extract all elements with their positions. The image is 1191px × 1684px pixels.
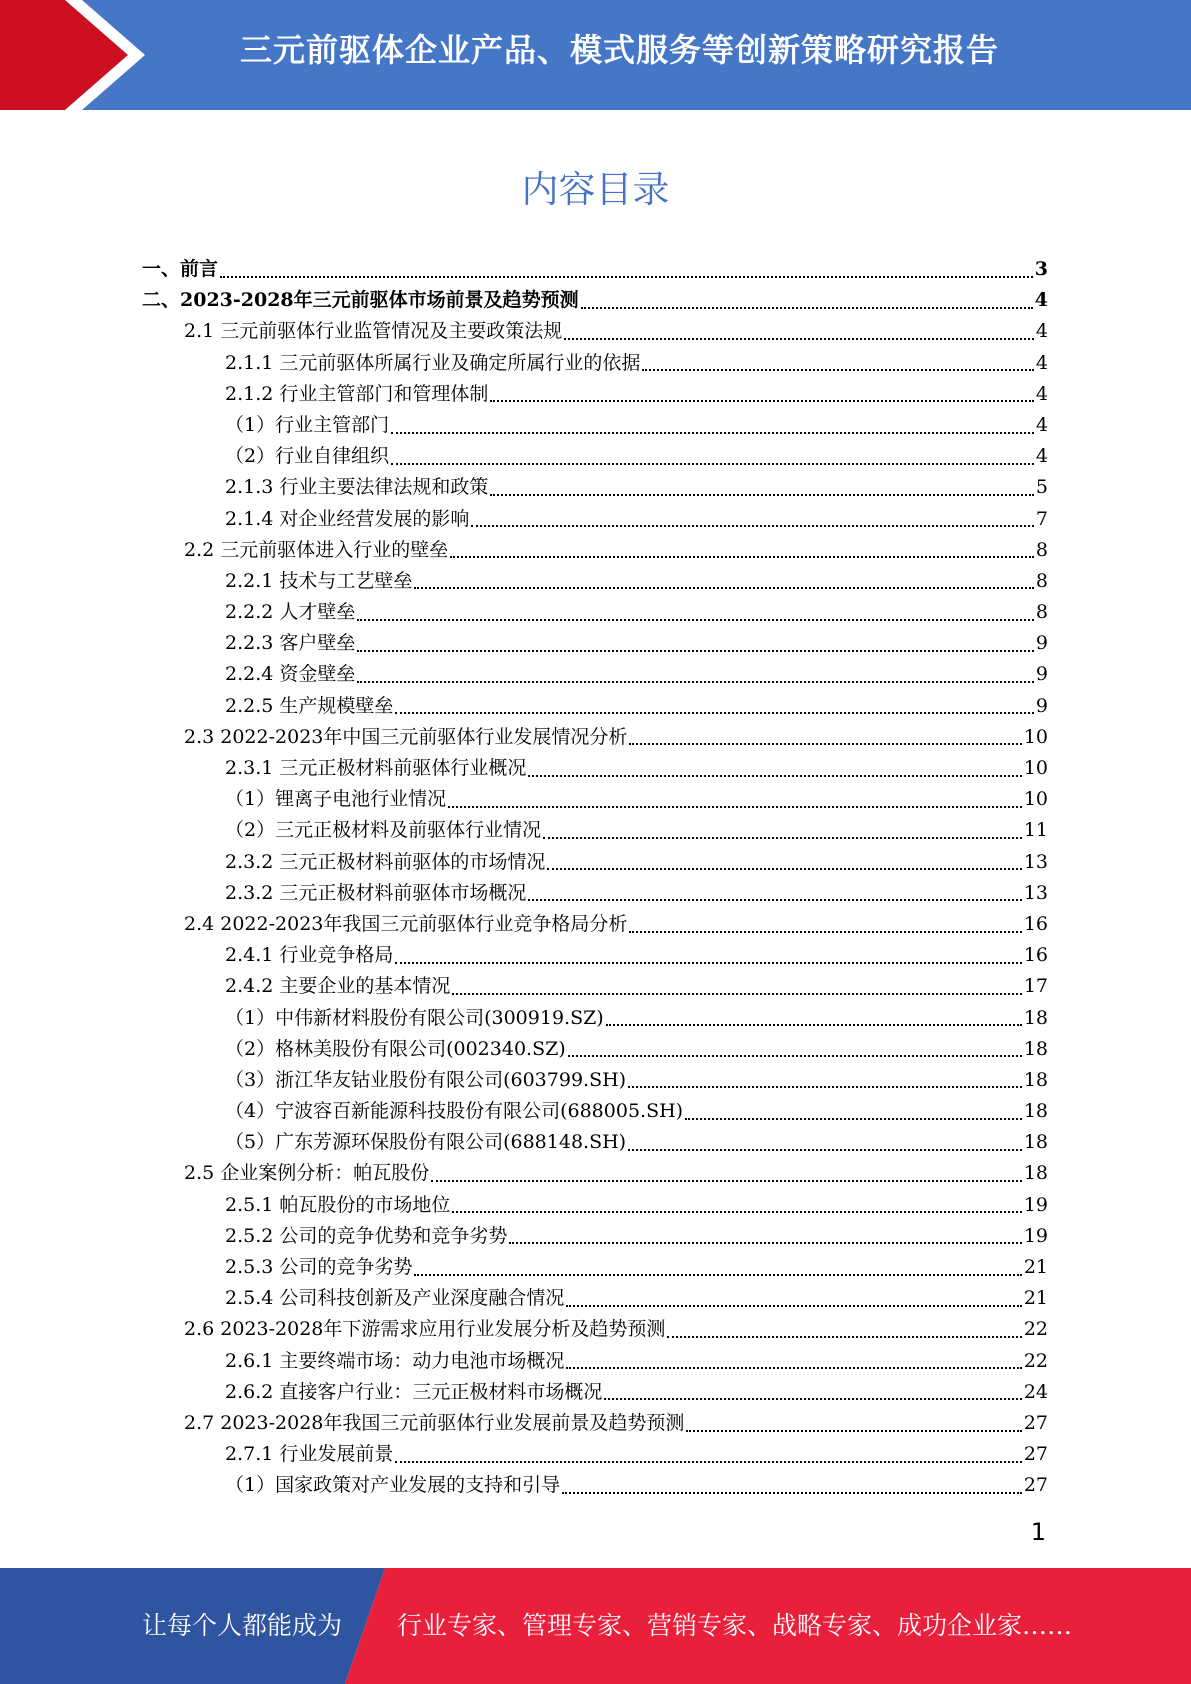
toc-entry-label: 2.4 2022-2023年我国三元前驱体行业竞争格局分析: [184, 912, 628, 935]
toc-dot-leader: [528, 899, 1021, 901]
toc-entry-label: 2.2.4 资金壁垒: [225, 663, 356, 686]
toc-dot-leader: [357, 681, 1034, 683]
toc-entry-page: 18: [1023, 1068, 1048, 1091]
toc-dot-leader: [629, 743, 1021, 745]
report-title: 三元前驱体企业产品、模式服务等创新策略研究报告: [240, 31, 1000, 69]
toc-entry-page: 21: [1023, 1256, 1048, 1278]
toc-entry-page: 13: [1023, 881, 1048, 904]
toc-entry[interactable]: [142, 472, 1048, 503]
toc-entry-label: 2.5.3 公司的竞争劣势: [225, 1256, 413, 1278]
toc-entry[interactable]: [142, 1034, 1048, 1065]
toc-entry[interactable]: [142, 1065, 1048, 1096]
toc-entry[interactable]: [142, 535, 1048, 566]
toc-entry-page: 4: [1035, 445, 1048, 468]
toc-dot-leader: [685, 1118, 1022, 1120]
toc-entry[interactable]: [142, 1439, 1048, 1470]
toc-dot-leader: [642, 369, 1034, 371]
toc-entry-page: 18: [1023, 1100, 1048, 1123]
toc-entry-page: 27: [1023, 1474, 1048, 1497]
toc-entry-page: 22: [1023, 1349, 1048, 1372]
toc-entry-label: 2.2.3 客户壁垒: [225, 632, 356, 655]
toc-entry-page: 10: [1023, 725, 1048, 748]
toc-entry-page: 22: [1023, 1318, 1048, 1341]
toc-entry[interactable]: [142, 691, 1048, 722]
toc-entry-page: 18: [1023, 1162, 1048, 1185]
toc-entry-label: （1）中伟新材料股份有限公司(300919.SZ): [225, 1006, 604, 1029]
toc-entry-label: 2.5.1 帕瓦股份的市场地位: [225, 1193, 451, 1216]
toc-entry-page: 4: [1035, 382, 1048, 405]
toc-dot-leader: [357, 650, 1034, 652]
header-arrow-decoration: [0, 0, 160, 110]
toc-entry[interactable]: [142, 1377, 1048, 1408]
toc-entry[interactable]: [142, 971, 1048, 1002]
toc-entry-label: 2.4.2 主要企业的基本情况: [225, 975, 451, 998]
toc-entry-page: 4: [1035, 320, 1048, 343]
toc-dot-leader: [395, 712, 1034, 714]
toc-entry[interactable]: [142, 566, 1048, 597]
toc-entry-label: 2.2.2 人才壁垒: [225, 601, 356, 624]
toc-entry-label: （3）浙江华友钴业股份有限公司(603799.SH): [225, 1068, 627, 1091]
toc-entry[interactable]: [142, 504, 1048, 535]
toc-entry-page: 8: [1035, 538, 1048, 561]
toc-entry[interactable]: [142, 348, 1048, 379]
toc-entry-label: 2.2 三元前驱体进入行业的壁垒: [184, 538, 449, 561]
toc-dot-leader: [606, 1024, 1022, 1026]
toc-entry-page: 9: [1035, 663, 1048, 686]
toc-dot-leader: [471, 525, 1034, 527]
toc-entry-page: 27: [1023, 1411, 1048, 1434]
toc-entry-label: 2.1.2 行业主管部门和管理体制: [225, 382, 489, 405]
toc-entry-page: 10: [1023, 757, 1048, 779]
toc-entry[interactable]: [142, 1346, 1048, 1377]
toc-entry[interactable]: [142, 1127, 1048, 1158]
toc-dot-leader: [566, 1305, 1021, 1307]
toc-entry-label: 2.1.1 三元前驱体所属行业及确定所属行业的依据: [225, 351, 641, 374]
toc-entry-page: 9: [1035, 632, 1048, 655]
toc-entry-label: （5）广东芳源环保股份有限公司(688148.SH): [225, 1131, 627, 1154]
toc-dot-leader: [568, 1055, 1022, 1057]
toc-dot-leader: [547, 868, 1021, 870]
toc-entry-label: 2.3.2 三元正极材料前驱体市场概况: [225, 881, 527, 904]
toc-entry-page: 4: [1035, 351, 1048, 374]
toc-dot-leader: [566, 1367, 1021, 1369]
toc-entry[interactable]: [142, 878, 1048, 909]
toc-entry[interactable]: [142, 1221, 1048, 1252]
toc-dot-leader: [564, 338, 1034, 340]
toc-entry-page: 16: [1023, 912, 1048, 935]
toc-entry-label: 2.7 2023-2028年我国三元前驱体行业发展前景及趋势预测: [184, 1411, 685, 1434]
footer-banner: [0, 1568, 1191, 1684]
toc-entry-page: 19: [1023, 1224, 1048, 1247]
toc-entry-label: （2）行业自律组织: [225, 445, 390, 468]
toc-entry-label: 2.5 企业案例分析：帕瓦股份: [184, 1162, 430, 1185]
toc-entry-page: 9: [1035, 694, 1048, 717]
toc-dot-leader: [629, 931, 1021, 933]
toc-entry-label: 2.6 2023-2028年下游需求应用行业发展分析及趋势预测: [184, 1318, 666, 1341]
toc-entry-label: 一、前言: [142, 258, 219, 280]
toc-entry[interactable]: [142, 379, 1048, 410]
toc-dot-leader: [490, 400, 1034, 402]
toc-entry[interactable]: [142, 597, 1048, 628]
toc-entry-page: 4: [1034, 289, 1048, 312]
toc-entry-label: 2.6.2 直接客户行业：三元正极材料市场概况: [225, 1380, 603, 1403]
toc-dot-leader: [667, 1336, 1021, 1338]
toc-dot-leader: [452, 1211, 1021, 1213]
toc-dot-leader: [490, 494, 1034, 496]
toc-dot-leader: [395, 1461, 1021, 1463]
toc-entry-label: （2）三元正极材料及前驱体行业情况: [225, 819, 542, 842]
toc-entry-label: 2.1.3 行业主要法律法规和政策: [225, 476, 489, 499]
toc-entry-page: 18: [1023, 1006, 1048, 1029]
toc-entry-page: 18: [1023, 1131, 1048, 1154]
toc-entry-label: （1）锂离子电池行业情况: [225, 788, 447, 811]
toc-dot-leader: [543, 837, 1022, 839]
toc-entry[interactable]: [142, 1003, 1048, 1034]
toc-entry-label: （1）国家政策对产业发展的支持和引导: [225, 1474, 561, 1497]
toc-entry[interactable]: [142, 784, 1048, 815]
toc-dot-leader: [604, 1398, 1021, 1400]
toc-entry[interactable]: [142, 815, 1048, 846]
toc-entry-page: 19: [1023, 1193, 1048, 1216]
toc-entry[interactable]: [142, 722, 1048, 753]
toc-entry-page: 16: [1023, 944, 1048, 967]
toc-entry-label: （2）格林美股份有限公司(002340.SZ): [225, 1037, 566, 1060]
toc-dot-leader: [395, 962, 1021, 964]
toc-entry-label: （1）行业主管部门: [225, 413, 390, 436]
toc-dot-leader: [448, 806, 1022, 808]
toc-entry-page: 11: [1023, 819, 1048, 842]
header-banner: [0, 0, 1191, 110]
toc-entry-page: 8: [1035, 601, 1048, 624]
toc-entry-label: 2.2.5 生产规模壁垒: [225, 694, 394, 717]
toc-entry[interactable]: [142, 1283, 1048, 1314]
toc-entry[interactable]: [142, 285, 1048, 316]
toc-entry[interactable]: [142, 753, 1048, 784]
toc-entry[interactable]: [142, 410, 1048, 441]
toc-dot-leader: [562, 1492, 1022, 1494]
toc-entry-label: 2.1.4 对企业经营发展的影响: [225, 507, 470, 530]
toc-entry-label: 2.6.1 主要终端市场：动力电池市场概况: [225, 1349, 565, 1372]
toc-entry-label: 2.7.1 行业发展前景: [225, 1443, 394, 1466]
toc-entry-page: 17: [1023, 975, 1048, 998]
toc-entry-page: 8: [1035, 569, 1048, 592]
toc-entry-page: 27: [1023, 1443, 1048, 1466]
toc-entry-page: 13: [1023, 850, 1048, 873]
toc-entry-label: 2.4.1 行业竞争格局: [225, 944, 394, 967]
toc-dot-leader: [357, 619, 1034, 621]
toc-entry-page: 18: [1023, 1037, 1048, 1060]
toc-dot-leader: [581, 307, 1033, 309]
toc-entry[interactable]: [142, 847, 1048, 878]
toc-entry[interactable]: [142, 659, 1048, 690]
toc-entry-label: 2.5.2 公司的竞争优势和竞争劣势: [225, 1224, 508, 1247]
toc-dot-leader: [686, 1430, 1021, 1432]
toc-dot-leader: [431, 1180, 1022, 1182]
toc-entry[interactable]: [142, 1096, 1048, 1127]
footer-slogan-right: 行业专家、管理专家、营销专家、战略专家、成功企业家……: [397, 1611, 1073, 1640]
toc-entry[interactable]: [142, 1252, 1048, 1283]
table-of-contents: [142, 254, 1048, 1502]
toc-entry[interactable]: [142, 628, 1048, 659]
toc-dot-leader: [414, 1274, 1021, 1276]
toc-dot-leader: [391, 432, 1034, 434]
toc-entry[interactable]: [142, 1158, 1048, 1189]
toc-dot-leader: [452, 993, 1021, 995]
toc-dot-leader: [450, 556, 1034, 558]
toc-entry-page: 3: [1034, 258, 1048, 280]
page-number: 1: [1030, 1518, 1046, 1546]
toc-entry-label: 2.2.1 技术与工艺壁垒: [225, 569, 413, 592]
toc-dot-leader: [220, 276, 1033, 278]
toc-heading: 内容目录: [521, 168, 670, 211]
toc-entry-page: 4: [1035, 413, 1048, 436]
toc-dot-leader: [414, 587, 1034, 589]
toc-entry[interactable]: [142, 1314, 1048, 1345]
toc-entry-page: 21: [1023, 1287, 1048, 1310]
toc-entry[interactable]: [142, 1408, 1048, 1439]
toc-entry[interactable]: [142, 1470, 1048, 1501]
toc-entry[interactable]: [142, 441, 1048, 472]
toc-entry-label: （4）宁波容百新能源科技股份有限公司(688005.SH): [225, 1100, 684, 1123]
toc-dot-leader: [628, 1149, 1022, 1151]
toc-entry-label: 2.1 三元前驱体行业监管情况及主要政策法规: [184, 320, 563, 343]
toc-dot-leader: [628, 1086, 1022, 1088]
toc-entry[interactable]: [142, 940, 1048, 971]
toc-entry-page: 5: [1035, 476, 1048, 499]
toc-entry-label: 2.3.1 三元正极材料前驱体行业概况: [225, 757, 527, 779]
toc-dot-leader: [528, 775, 1021, 777]
toc-dot-leader: [391, 463, 1034, 465]
toc-entry-label: 2.5.4 公司科技创新及产业深度融合情况: [225, 1287, 565, 1310]
toc-entry-label: 2.3 2022-2023年中国三元前驱体行业发展情况分析: [184, 725, 628, 748]
toc-entry-page: 7: [1035, 507, 1048, 530]
toc-entry-label: 二、2023-2028年三元前驱体市场前景及趋势预测: [142, 289, 579, 312]
toc-entry[interactable]: [142, 316, 1048, 347]
toc-entry-label: 2.3.2 三元正极材料前驱体的市场情况: [225, 850, 546, 873]
toc-entry[interactable]: [142, 254, 1048, 285]
footer-slogan-left: 让每个人都能成为: [142, 1611, 343, 1640]
toc-entry-page: 10: [1023, 788, 1048, 811]
toc-entry[interactable]: [142, 1190, 1048, 1221]
toc-entry-page: 24: [1023, 1380, 1048, 1403]
toc-entry[interactable]: [142, 909, 1048, 940]
toc-dot-leader: [509, 1242, 1021, 1244]
